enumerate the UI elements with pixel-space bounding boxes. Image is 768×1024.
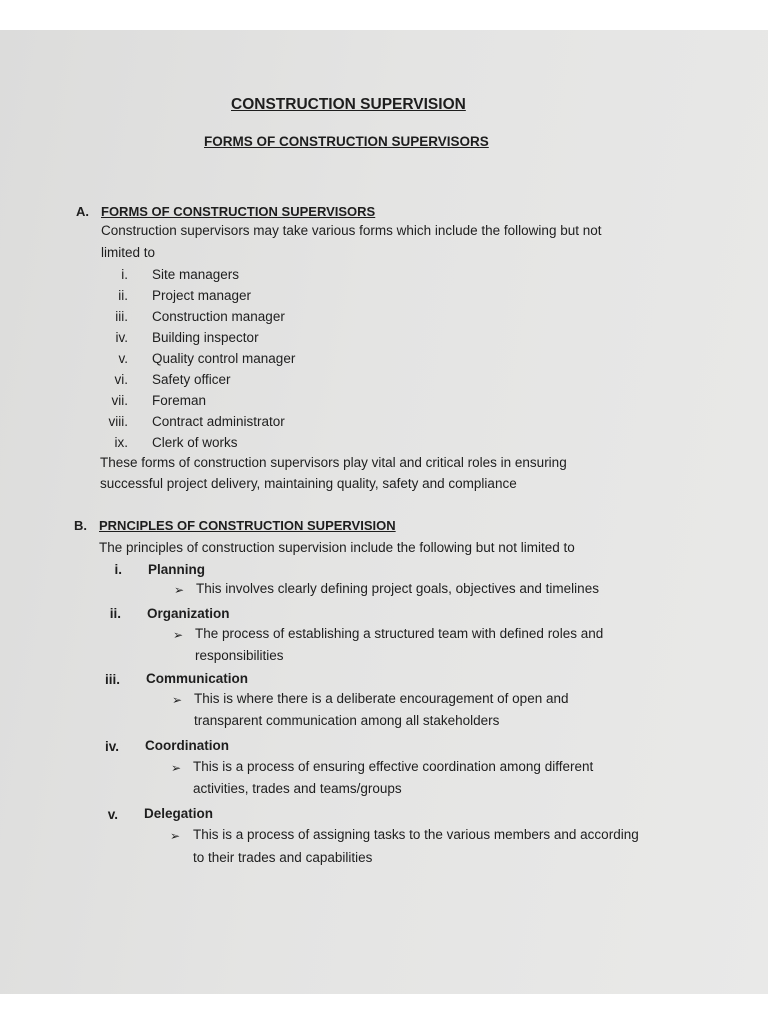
list-item-text: Foreman: [152, 393, 207, 408]
principle-name: Communication: [146, 671, 249, 686]
principle-number: iii.: [104, 672, 120, 687]
principle-name: Organization: [147, 606, 230, 621]
arrow-bullet-icon: ➢: [170, 829, 181, 843]
arrow-bullet-icon: ➢: [173, 628, 184, 642]
principle-number: v.: [107, 807, 118, 822]
section-a-closing-line2: successful project delivery, maintaining quality, safety and compliance: [100, 476, 517, 491]
list-item-number: ii.: [118, 288, 128, 303]
document-page: [0, 30, 768, 994]
list-item-number: vii.: [111, 393, 128, 408]
list-item-number: i.: [121, 267, 128, 282]
list-item-text: Construction manager: [152, 309, 285, 324]
section-b-letter: B.: [74, 518, 87, 533]
principle-description-line: responsibilities: [195, 648, 284, 663]
page-subtitle: FORMS OF CONSTRUCTION SUPERVISORS: [204, 134, 489, 149]
section-a-intro-line2: limited to: [101, 245, 156, 260]
list-item-number: ix.: [114, 435, 128, 450]
principle-number: i.: [114, 562, 122, 577]
section-a-letter: A.: [76, 204, 89, 219]
arrow-bullet-icon: ➢: [174, 583, 185, 597]
section-a-closing-line1: These forms of construction supervisors play vital and critical roles in ensuring: [100, 455, 567, 470]
list-item-text: Clerk of works: [152, 435, 238, 450]
list-item-text: Project manager: [152, 288, 252, 303]
principle-description-line: This is where there is a deliberate encouragement of open and: [194, 691, 569, 706]
principle-number: iv.: [104, 739, 119, 754]
list-item-text: Site managers: [152, 267, 240, 282]
section-b-heading: PRNCIPLES OF CONSTRUCTION SUPERVISION: [99, 518, 396, 533]
principle-description-line: The process of establishing a structured team with defined roles and: [195, 626, 604, 641]
list-item-text: Contract administrator: [152, 414, 285, 429]
list-item-text: Building inspector: [152, 330, 259, 345]
principle-number: ii.: [109, 606, 121, 621]
arrow-bullet-icon: ➢: [172, 693, 183, 707]
principle-description-line: activities, trades and teams/groups: [193, 781, 402, 796]
principle-description-line: This involves clearly defining project goals, objectives and timelines: [196, 581, 599, 596]
principle-description-line: This is a process of assigning tasks to the various members and according: [193, 827, 639, 842]
principle-description-line: transparent communication among all stakeholders: [194, 713, 500, 728]
section-a-intro-line1: Construction supervisors may take various forms which include the following but not: [101, 223, 602, 238]
page-title: CONSTRUCTION SUPERVISION: [231, 96, 466, 113]
list-item-number: viii.: [108, 414, 128, 429]
section-b-intro: The principles of construction supervision include the following but not limited to: [99, 540, 575, 555]
list-item-text: Quality control manager: [152, 351, 296, 366]
list-item-number: vi.: [114, 372, 128, 387]
section-a-heading: FORMS OF CONSTRUCTION SUPERVISORS: [101, 204, 376, 219]
list-item-text: Safety officer: [152, 372, 231, 387]
arrow-bullet-icon: ➢: [171, 761, 182, 775]
principle-description-line: to their trades and capabilities: [193, 850, 373, 865]
list-item-number: v.: [118, 351, 128, 366]
list-item-number: iii.: [115, 309, 128, 324]
principle-name: Planning: [148, 562, 205, 577]
principle-description-line: This is a process of ensuring effective coordination among different: [193, 759, 594, 774]
principle-name: Coordination: [145, 738, 229, 753]
principle-name: Delegation: [144, 806, 214, 821]
list-item-number: iv.: [115, 330, 128, 345]
